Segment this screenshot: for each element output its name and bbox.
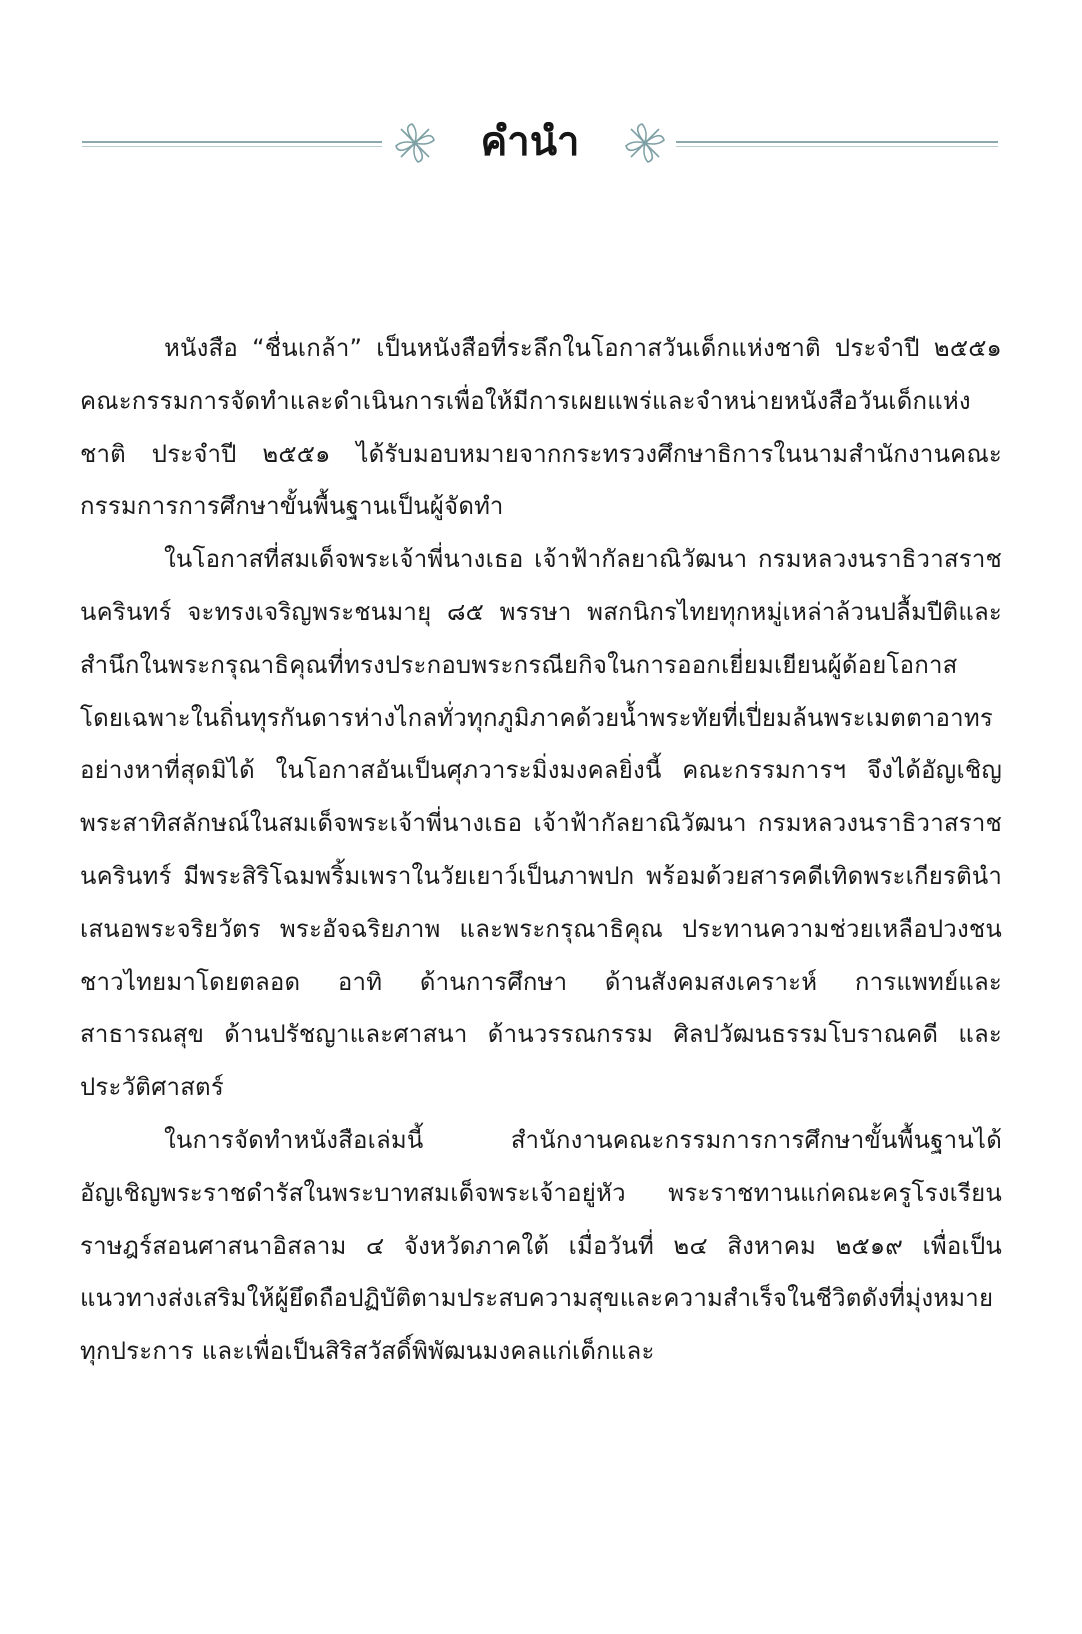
- left-divider-line: [82, 141, 382, 143]
- floral-ornament-icon: [622, 120, 668, 166]
- page-title: คำนำ: [480, 119, 580, 165]
- paragraph: ในโอกาสที่สมเด็จพระเจ้าพี่นางเธอ เจ้าฟ้ากัลยาณิวัฒนา กรมหลวงนราธิวาสราชนครินทร์ จะทรงเจริญพระชนมายุ ๘๕ พรรษา พสกนิกรไทยทุกหมู่เหล่าล้วนปลื้มปีติและสำนึกในพระกรุณาธิคุณที่ทรงประกอบพระกรณียกิจในการออกเยี่ยมเยียนผู้ด้อยโอกาส โดยเฉพาะในถิ่นทุรกันดารห่างไกลทั่วทุกภูมิภาคด้วยน้ำพระทัยที่เปี่ยมล้นพระเมตตาอาทรอย่างหาที่สุดมิได้ ในโอกาสอันเป็นศุภวาระมิ่งมงคลยิ่งนี้ คณะกรรมการฯ จึงได้อัญเชิญพระสาทิสลักษณ์ในสมเด็จพระเจ้าพี่นางเธอ เจ้าฟ้ากัลยาณิวัฒนา กรมหลวงนราธิวาสราชนครินทร์ มีพระสิริโฉมพริ้มเพราในวัยเยาว์เป็นภาพปก พร้อมด้วยสารคดีเทิดพระเกียรตินำเสนอพระจริยวัตร พระอัจฉริยภาพ และพระกรุณาธิคุณ ประทานความช่วยเหลือปวงชนชาวไทยมาโดยตลอด อาทิ ด้านการศึกษา ด้านสังคมสงเคราะห์ การแพทย์และสาธารณสุข ด้านปรัชญาและศาสนา ด้านวรรณกรรม ศิลปวัฒนธรรมโบราณคดี และประวัติศาสตร์: [80, 545, 1002, 1102]
- paragraph: ในการจัดทำหนังสือเล่มนี้ สำนักงานคณะกรรมการการศึกษาขั้นพื้นฐานได้อัญเชิญพระราชดำรัสในพระบาทสมเด็จพระเจ้าอยู่หัว พระราชทานแก่คณะครูโรงเรียนราษฎร์สอนศาสนาอิสลาม ๔ จังหวัดภาคใต้ เมื่อวันที่ ๒๔ สิงหาคม ๒๕๑๙ เพื่อเป็นแนวทางส่งเสริมให้ผู้ยึดถือปฏิบัติตามประสบความสุขและความสำเร็จในชีวิตดังที่มุ่งหมายทุกประการ และเพื่อเป็นสิริสวัสดิ์พิพัฒนมงคลแก่เด็กและ: [80, 1125, 1002, 1366]
- right-divider-line: [676, 141, 998, 143]
- page-header: [0, 112, 1082, 172]
- floral-ornament-icon: [392, 120, 438, 166]
- preface-body: [80, 322, 1002, 1378]
- paragraph: หนังสือ “ชื่นเกล้า” เป็นหนังสือที่ระลึกในโอกาสวันเด็กแห่งชาติ ประจำปี ๒๕๕๑ คณะกรรมการจัดทำและดำเนินการเพื่อให้มีการเผยแพร่และจำหน่ายหนังสือวันเด็กแห่งชาติ ประจำปี ๒๕๕๑ ได้รับมอบหมายจากกระทรวงศึกษาธิการในนามสำนักงานคณะกรรมการการศึกษาขั้นพื้นฐานเป็นผู้จัดทำ: [80, 334, 1002, 521]
